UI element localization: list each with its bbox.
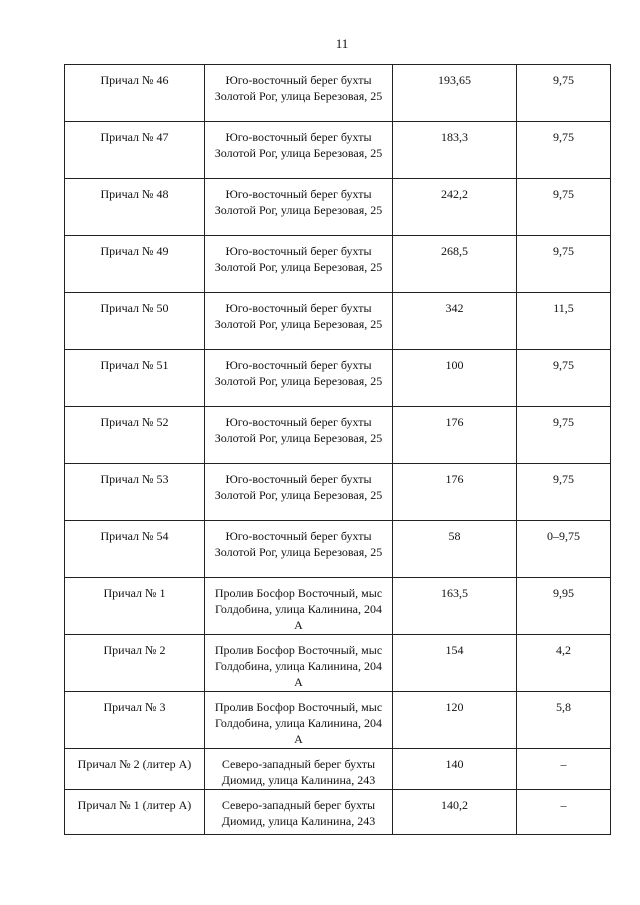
pier-address-cell: [205, 293, 393, 350]
table-row: [65, 236, 611, 293]
table-row: [65, 635, 611, 692]
pier-address: Пролив Босфор Восточный, мыс Голдобина, улица Калинина, 204 А: [214, 643, 383, 689]
pier-length-cell: 140: [393, 749, 517, 790]
pier-address-cell: [205, 122, 393, 179]
pier-depth-cell: –: [517, 790, 611, 835]
table-row: [65, 122, 611, 179]
pier-depth-cell: 9,95: [517, 578, 611, 635]
pier-name-cell: Причал № 3: [65, 692, 205, 749]
pier-length-cell: 120: [393, 692, 517, 749]
pier-address: Юго-восточный берег бухты Золотой Рог, улица Березовая, 25: [214, 187, 383, 217]
pier-address-cell: [205, 350, 393, 407]
pier-depth-cell: 11,5: [517, 293, 611, 350]
pier-name-cell: Причал № 47: [65, 122, 205, 179]
table-row: [65, 749, 611, 790]
pier-length-cell: 342: [393, 293, 517, 350]
pier-depth-cell: 0–9,75: [517, 521, 611, 578]
pier-address-cell: [205, 521, 393, 578]
pier-address-cell: [205, 578, 393, 635]
pier-depth-cell: 5,8: [517, 692, 611, 749]
pier-address: Северо-западный берег бухты Диомид, улица Калинина, 243: [221, 798, 376, 828]
pier-depth-cell: 9,75: [517, 122, 611, 179]
pier-address: Юго-восточный берег бухты Золотой Рог, улица Березовая, 25: [214, 529, 383, 559]
pier-name-cell: Причал № 49: [65, 236, 205, 293]
pier-depth-cell: 9,75: [517, 65, 611, 122]
pier-address-cell: [205, 65, 393, 122]
pier-length-cell: 140,2: [393, 790, 517, 835]
pier-depth-cell: 9,75: [517, 236, 611, 293]
pier-address: Пролив Босфор Восточный, мыс Голдобина, улица Калинина, 204 А: [214, 700, 383, 746]
pier-address: Юго-восточный берег бухты Золотой Рог, улица Березовая, 25: [214, 244, 383, 274]
pier-depth-cell: –: [517, 749, 611, 790]
pier-name-cell: Причал № 2: [65, 635, 205, 692]
pier-address-cell: [205, 236, 393, 293]
pier-length-cell: 242,2: [393, 179, 517, 236]
pier-name-cell: Причал № 46: [65, 65, 205, 122]
pier-address: Северо-западный берег бухты Диомид, улица Калинина, 243: [221, 757, 376, 787]
pier-name-cell: Причал № 48: [65, 179, 205, 236]
table-row: [65, 179, 611, 236]
pier-name-cell: Причал № 53: [65, 464, 205, 521]
page-number: 11: [335, 36, 349, 51]
table-row: [65, 407, 611, 464]
pier-address-cell: [205, 749, 393, 790]
pier-name-cell: Причал № 52: [65, 407, 205, 464]
pier-name-cell: Причал № 2 (литер А): [65, 749, 205, 790]
pier-name-cell: Причал № 50: [65, 293, 205, 350]
pier-depth-cell: 9,75: [517, 179, 611, 236]
pier-length-cell: 100: [393, 350, 517, 407]
pier-length-cell: 268,5: [393, 236, 517, 293]
pier-address: Юго-восточный берег бухты Золотой Рог, улица Березовая, 25: [214, 130, 383, 160]
table-row: [65, 521, 611, 578]
pier-length-cell: 163,5: [393, 578, 517, 635]
pier-address-cell: [205, 407, 393, 464]
pier-length-cell: 183,3: [393, 122, 517, 179]
pier-length-cell: 154: [393, 635, 517, 692]
pier-name-cell: Причал № 1 (литер А): [65, 790, 205, 835]
pier-depth-cell: 9,75: [517, 350, 611, 407]
table-row: [65, 790, 611, 835]
pier-depth-cell: 9,75: [517, 464, 611, 521]
table-row: [65, 692, 611, 749]
pier-address: Юго-восточный берег бухты Золотой Рог, улица Березовая, 25: [214, 358, 383, 388]
pier-name-cell: Причал № 1: [65, 578, 205, 635]
pier-address-cell: [205, 464, 393, 521]
pier-address: Юго-восточный берег бухты Золотой Рог, улица Березовая, 25: [214, 472, 383, 502]
table-row: [65, 293, 611, 350]
piers-table: [64, 64, 611, 835]
pier-length-cell: 176: [393, 407, 517, 464]
pier-length-cell: 193,65: [393, 65, 517, 122]
pier-name-cell: Причал № 51: [65, 350, 205, 407]
table-row: [65, 464, 611, 521]
pier-address-cell: [205, 790, 393, 835]
pier-address-cell: [205, 635, 393, 692]
pier-depth-cell: 9,75: [517, 407, 611, 464]
table-row: [65, 350, 611, 407]
pier-address: Пролив Босфор Восточный, мыс Голдобина, улица Калинина, 204 А: [214, 586, 383, 632]
pier-length-cell: 176: [393, 464, 517, 521]
pier-address-cell: [205, 692, 393, 749]
pier-address: Юго-восточный берег бухты Золотой Рог, улица Березовая, 25: [214, 301, 383, 331]
table-row: [65, 578, 611, 635]
pier-address-cell: [205, 179, 393, 236]
pier-length-cell: 58: [393, 521, 517, 578]
pier-address: Юго-восточный берег бухты Золотой Рог, улица Березовая, 25: [214, 415, 383, 445]
pier-address: Юго-восточный берег бухты Золотой Рог, улица Березовая, 25: [214, 73, 383, 103]
table-row: [65, 65, 611, 122]
pier-depth-cell: 4,2: [517, 635, 611, 692]
pier-name-cell: Причал № 54: [65, 521, 205, 578]
